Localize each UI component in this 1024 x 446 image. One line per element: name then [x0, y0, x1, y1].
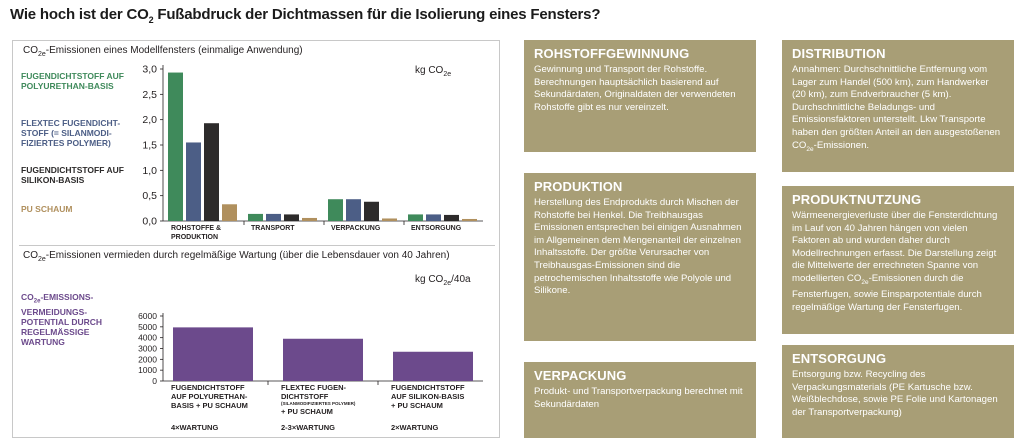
x2-label-flextec: FLEXTEC FUGEN- DICHTSTOFF (SILANMODIFIZIERTES POLYMER) + PU SCHAUM — [281, 383, 356, 416]
panel-text: Herstellung des Endprodukts durch Mischen der Rohstoffe bei Henkel. Die Treibhausgas Emissionen entsprechen bei einigen Ausnahmen im Allgemeinen dem Mengenanteil der einzelnen Inhaltsstoffe. Der größte Verursacher von Treibhausgas-Emissionen sind die petrochemischen Inhaltsstoffe wie Polyole und Silikone. — [534, 197, 742, 297]
panel-produktion — [524, 173, 756, 341]
y-tick-label: 0,5 — [142, 190, 157, 203]
x2-label-silikon: FUGENDICHTSTOFF AUF SILIKON-BASIS + PU SCHAUM — [391, 383, 465, 410]
x-label-verpackung: VERPACKUNG — [331, 225, 381, 232]
x2-wartung-flextec: 2-3×WARTUNG — [281, 423, 335, 432]
panel-text: Produkt- und Transportverpackung berechnet mit Sekundärdaten — [534, 386, 743, 410]
y-tick-label: 1,0 — [142, 164, 157, 177]
chart1-title: $CO_{2e}$-Emissionen eines Modellfensters (einmalige Anwendung) — [23, 45, 303, 58]
y-tick-label: 2,0 — [142, 114, 157, 127]
x-label-transport: TRANSPORT — [251, 225, 295, 232]
panel-text: Annahmen: Durchschnittliche Entfernung vom Lager zum Handel (500 km), zum Handwerker (20 km), zum Endverbraucher (5 km). Durchschnittliche Beladungs- und Emissionsfaktoren unterstellt. Lkw Transporte haben den größten Anteil an den ausgestoßenen $CO_{2e}$-Emissionen. — [792, 64, 1001, 153]
bar — [444, 215, 459, 221]
x2-wartung-polyurethan: 4×WARTUNG — [171, 423, 219, 432]
legend-flextec: FLEXTEC FUGENDICHT-STOFF (= SILANMODI-FIZIERTES POLYMER) — [21, 118, 121, 148]
y-tick-label: 2,5 — [142, 88, 157, 101]
x2-label-polyurethan: FUGENDICHTSTOFF AUF POLYURETHAN- BASIS + PU SCHAUM — [171, 383, 248, 410]
panel-verpackung — [524, 362, 756, 438]
page-title: Wie hoch ist der $CO_2$ Fußabdruck der Dichtmassen für die Isolierung eines Fensters? — [10, 6, 601, 25]
panel-title: PRODUKTNUTZUNG — [792, 192, 922, 207]
bar — [283, 339, 363, 381]
y-tick-label: 6000 — [138, 311, 157, 321]
chart2-title: $CO_{2e}$-Emissionen vermieden durch regelmäßige Wartung (über die Lebensdauer von 40 Jahren) — [23, 250, 450, 263]
chart-container — [12, 40, 500, 438]
chart2-svg — [13, 241, 499, 401]
panel-produktnutzung — [782, 186, 1014, 334]
bar — [222, 204, 237, 221]
bar — [393, 352, 473, 381]
y-tick-label: 3,0 — [142, 63, 157, 76]
panel-text: Entsorgung bzw. Recycling des Verpackungsmaterials (PE Kartusche bzw. Weißblechdose, sowie PE Folie und Kartonagen der Transportverpackung) — [792, 369, 998, 418]
x2-wartung-silikon: 2×WARTUNG — [391, 423, 439, 432]
bar — [462, 219, 477, 221]
panel-rohstoffgewinnung — [524, 40, 756, 152]
panel-text: Gewinnung und Transport der Rohstoffe. Berechnungen hauptsächlich basierend auf Sekundärdaten, Originaldaten der verwendeten Rohstoffe gibt es nur vereinzelt. — [534, 64, 736, 113]
panel-title: ROHSTOFFGEWINNUNG — [534, 46, 690, 61]
bar — [173, 327, 253, 381]
legend-pu-schaum: PU SCHAUM — [21, 204, 73, 214]
legend-silikon: FUGENDICHTSTOFF AUF SILIKON-BASIS — [21, 165, 124, 185]
bar — [248, 214, 263, 221]
bar — [186, 142, 201, 221]
y-tick-label: 4000 — [138, 332, 157, 343]
y-tick-label: 1,5 — [142, 139, 157, 152]
bar — [284, 214, 299, 221]
bar — [346, 199, 361, 221]
panel-title: PRODUKTION — [534, 179, 623, 194]
panel-entsorgung — [782, 345, 1014, 438]
panel-title: ENTSORGUNG — [792, 351, 887, 366]
y-tick-label: 3000 — [138, 343, 157, 354]
chart2-unit: kg $CO_{2e}/40a$ — [415, 274, 471, 287]
bar — [364, 202, 379, 221]
bar — [426, 214, 441, 221]
panel-title: VERPACKUNG — [534, 368, 627, 383]
bar — [302, 218, 317, 221]
legend-polyurethan: FUGENDICHTSTOFF AUF POLYURETHAN-BASIS — [21, 71, 124, 91]
legend-vermeidung: $CO_{2e}-EMISSIONS-VERMEIDUNGS$-POTENTIAL DURCH REGELMÄSSIGE WARTUNG — [21, 292, 103, 347]
x-label-rohstoffe: ROHSTOFFE & PRODUKTION — [171, 225, 222, 241]
bar — [204, 123, 219, 221]
y-tick-label: 5000 — [138, 321, 157, 332]
panel-distribution — [782, 40, 1014, 172]
chart1-unit: kg $CO_{2e}$ — [415, 65, 452, 78]
y-tick-label: 0 — [152, 376, 157, 386]
panel-title: DISTRIBUTION — [792, 46, 886, 61]
y-tick-label: 0,0 — [142, 215, 157, 228]
x-label-entsorgung: ENTSORGUNG — [411, 225, 462, 232]
bar — [168, 73, 183, 221]
panel-text: Wärmeenergieverluste über die Fensterdichtung im Lauf von 40 Jahren hängen von vielen Faktoren ab und wurden daher durch Modellrechnungen erfasst. Die Darstellung zeigt die Mittelwerte der errechneten Spanne von modellierten $CO_{2e}$-Emissionen durch die Fensterfugen, sowie Einsparpotentiale durch regelmäßige Wartung der Fensterfugen. — [792, 210, 998, 314]
bar — [328, 199, 343, 221]
bar — [382, 218, 397, 221]
y-tick-label: 1000 — [138, 365, 157, 376]
bar — [408, 214, 423, 221]
chart1-svg — [13, 41, 499, 241]
bar — [266, 214, 281, 221]
y-tick-label: 2000 — [138, 354, 157, 365]
